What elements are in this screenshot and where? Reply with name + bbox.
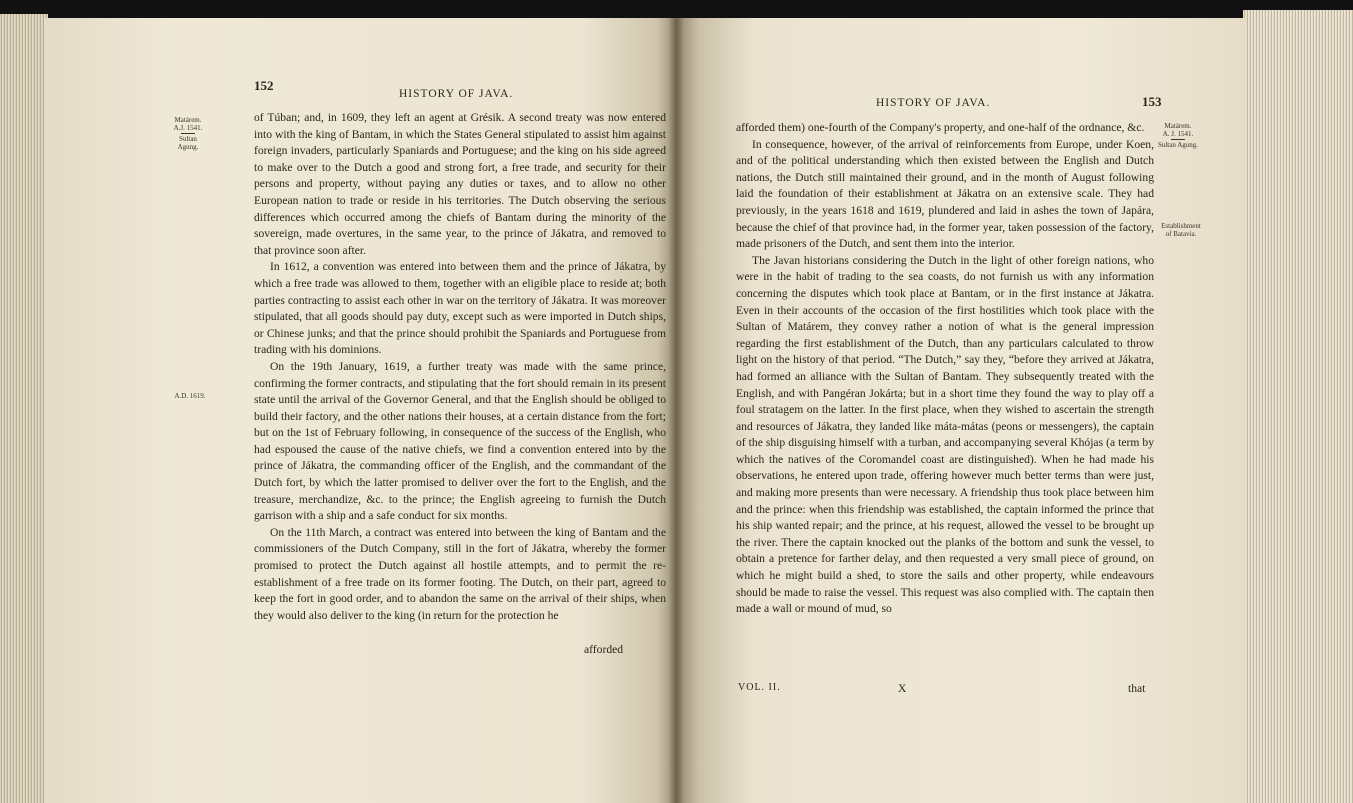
catchword: that [1128,682,1146,695]
left-page-body [254,110,666,624]
paragraph: of Túban; and, in 1609, they left an agent at Grésik. A second treaty was now entered into with the king of Bantam, in which the States General stipulated to assist him against foreign invaders, particularly Spaniards and Portuguese; and the king on his side agreed to make over to the Dutch a good and strong fort, a free trade, and security for their persons and property, without paying any duties or taxes, and to allow no other European nation to trade or reside in his territories. The Dutch observing the serious differences which occurred among the chiefs of Bantam during the minority of the sovereign, made overtures, in the same year, to the prince of Jákatra, and removed to that province soon after. [254,111,666,257]
margin-note-date: A.D. 1619. [174,392,206,400]
right-page-body [736,120,1154,618]
paragraph: On the 11th March, a contract was entered into between the king of Bantam and the commissioners of the Dutch Company, still in the fort of Jákatra, whereby the former promised to protect the Dutch against all hostile attempts, and to permit the re-establishment of a free trade on its former footing. The Dutch, on their part, agreed to keep the fort in good order, and to abandon the same on the arrival of their ships, when they would also deliver to the king (in return for the protection he [254,525,666,622]
catchword: afforded [584,643,624,656]
paragraph: In 1612, a convention was entered into between them and the prince of Jákatra, by which a free trade was allowed to them, together with an eligible place to reside at; both parties contracting to assist each other in war on the territory of Jákatra. It was moreover stipulated, that all goods should pay duty, except such as were imported in Dutch ships, or Chinese junks; and that the prince should prohibit the Spaniards and Portuguese from trading with his dominions. [254,260,666,357]
paragraph: afforded them) one-fourth of the Company's property, and one-half of the ordnance, &c. [736,121,1145,134]
running-head: HISTORY OF JAVA. [399,88,514,100]
paragraph: In consequence, however, of the arrival of reinforcements from Europe, under Koen, and of the political understanding which then existed between the English and Dutch nations, the Dutch still maintained their ground, and in the month of August following laid the foundation of their establishment at Jákatra on an extensive scale. They had previously, in the years 1618 and 1619, plundered and laid in ashes the town of Japára, because the chief of that province had, in the former year, taken possession of the factory, made prisoners of the Dutch, and sent them into the interior. [736,137,1154,251]
signature-letter: X [898,682,907,695]
margin-note-establishment: Establishment of Batavia. [1161,222,1201,238]
right-page [676,18,1246,803]
book-gutter [668,18,684,803]
page-edges-right [1243,10,1353,803]
page-edges-left [0,14,48,803]
signature-mark: VOL. II. [738,682,781,693]
paragraph: The Javan historians considering the Dutch in the light of other foreign nations, who were in the habit of trading to the sea coasts, do not furnish us with any information concerning the disputes which took place at Bantam, or in the first instance at Jákatra. Even in their accounts of the occasion of the first hostilities which took place with the Sultan of Matárem, they convey rather a notion of what is the general impression regarding the first establishment of the Dutch, than any particulars calculated to throw light on the history of that period. “The Dutch,” say they, “before they arrived at Jákatra, had formed an alliance with the Sultan of Bantam. They subsequently treated with the English, and with Pangéran Jokárta; but in a short time they found the way to play off a foul stratagem on the latter. In the first place, when they wished to ascertain the strength and resources of Jákatra, they landed like máta-mátas (peons or messengers), the captain of the ship disguising himself with a turban, and accompanying several Khójas (a term by which the natives of the Coromandel coast are distinguished). When he had made his observations, he entered upon trade, offering however much better terms than were just, and making more presents than were necessary. A friendship thus took place between him and the prince: when this friendship was established, the captain informed the prince that his ship wanted repair; and the prince, at his request, allowed the vessel to be brought up the river. There the captain knocked out the planks of the bottom and sunk the vessel, to obtain a pretence for farther delay, and then requested a very small piece of ground, on which he might build a shed, to store the sails and other property, while endeavours should be made to raise the vessel. This request was also complied with. The captain then made a wall or mound of mud, so [736,253,1154,616]
paragraph: On the 19th January, 1619, a further treaty was made with the same prince, confirming the former contracts, and stipulating that the fort should remain in its present state until the arrival of the Governor General, and that the English should be obliged to build their factory, and the other nations their houses, at a certain distance from the fort; but on the 1st of February following, in consequence of the success of the English, who had espoused the cause of the native chiefs, we find a convention entered into by the prince of Jákatra, the commanding officer of the English, and the commandant of the Dutch fort, by which the latter promised to deliver over the fort to the English, and the treasure, merchandize, &c. to the prince; the English agreeing to furnish the Dutch garrison with a ship and a safe conduct for six months. [254,359,666,523]
running-head: HISTORY OF JAVA. [876,97,991,109]
margin-note: Matárem. A. J. 1541. Sultan Agung. [1157,122,1199,149]
margin-note: Matárem. A.J. 1541. Sultan Agung. [173,116,203,151]
left-page [44,18,676,803]
page-number: 152 [254,78,274,93]
page-number: 153 [1142,94,1162,109]
